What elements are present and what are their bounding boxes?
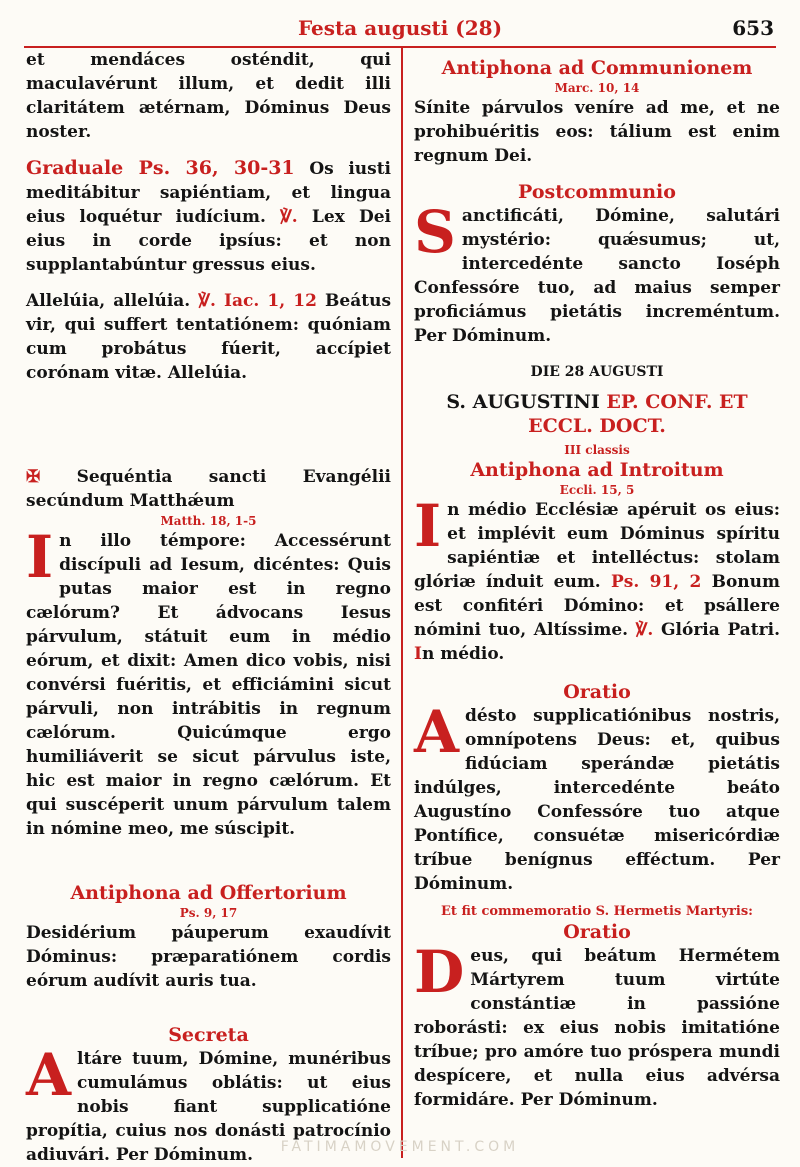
- oratio-text: désto supplicatiónibus nostris, omnípotens Deus: et, quibus fidúciam sperándæ pietátis indúlges, intercedénte beáto Augustíno Confessóre tuo atque Pontífice, consuétæ misericórdiæ tríbue benígnus efféctum. Per Dóminum.: [414, 706, 780, 894]
- alleluia-paragraph: [26, 289, 391, 385]
- feast-title-black: S. AUGUSTINI: [446, 391, 600, 413]
- gospel-paragraph: [26, 523, 391, 841]
- page-number: 653: [732, 16, 774, 40]
- alleluia-ref: Iac. 1, 12: [224, 291, 317, 311]
- repeat-initial: I: [414, 644, 422, 664]
- right-column: [414, 48, 780, 1112]
- versicle-icon: ℣.: [198, 291, 216, 311]
- versicle-icon: ℣.: [280, 207, 298, 227]
- feast-date: DIE 28 AUGUSTI: [530, 364, 664, 380]
- graduale-paragraph: [26, 156, 391, 277]
- gospel-heading-block: [26, 465, 391, 513]
- graduale-text-b: Lex Dei eius in corde ipsíus: et non supplantabúntur gressus eius.: [26, 207, 392, 275]
- feast-title: [414, 390, 780, 438]
- drop-cap: D: [414, 938, 465, 1006]
- graduale-heading: Graduale Ps. 36, 30-31: [26, 157, 295, 179]
- oratio2-text: eus, qui beátum Hermétem Mártyrem tuum virtúte constántiæ in passióne roborásti: ex eius nobis imitatióne tríbue; pro amóre tuo próspera mundi despícere, et nulla eius advérsa formidáre. Per Dóminum.: [414, 946, 780, 1110]
- communion-text: Sínite párvulos veníre ad me, et ne prohibuéritis eos: tálium est enim regnum Dei.: [414, 98, 780, 166]
- drop-cap: A: [414, 698, 460, 766]
- left-column: [26, 48, 391, 1167]
- commemoration-note: Et fit commemoratio S. Hermetis Martyris:: [441, 904, 753, 919]
- oratio2-heading: Oratio: [563, 921, 631, 943]
- watermark: FATIMAMOVEMENT.COM: [280, 1139, 520, 1155]
- oratio-paragraph: [414, 698, 780, 896]
- oratio-heading: Oratio: [563, 681, 631, 703]
- column-divider: [401, 48, 403, 1158]
- alleluia-text-b: Beátus vir, qui suffert tentatiónem: quóniam cum probátus fúerit, accípiet corónam vitæ. Allelúia.: [26, 291, 392, 383]
- drop-cap: I: [26, 523, 54, 591]
- offertory-text: Desidérium páuperum exaudívit Dóminus: præparatiónem cordis eórum audívit auris tua.: [26, 923, 391, 991]
- secreta-text: ltáre tuum, Dómine, munéribus cumulámus oblátis: ut eius nobis fiant supplicatióne propítia, cuius nos donásti patrocínio adiuvári. Per Dóminum.: [26, 1049, 391, 1165]
- introit-heading: Antiphona ad Introitum: [470, 459, 724, 481]
- introit-ref: Eccli. 15, 5: [559, 483, 635, 497]
- drop-cap: A: [26, 1041, 72, 1109]
- communion-heading: Antiphona ad Communionem: [441, 57, 753, 79]
- running-title: Festa augusti (28): [297, 16, 503, 40]
- introit-text-2: Bonum est confitéri Dómino: et psállere nómini tuo, Altíssime.: [414, 572, 780, 640]
- drop-cap: I: [414, 492, 442, 560]
- gospel-ref: Matth. 18, 1-5: [160, 514, 257, 528]
- postcommunio-text: anctificáti, Dómine, salutári mystério: quǽsumus; ut, intercedénte sancto Ioséph Confessóre tuo, ad maius semper proficiámus pietátis increméntum. Per Dóminum.: [414, 206, 780, 346]
- introit-paragraph: [414, 492, 780, 666]
- oratio2-paragraph: [414, 938, 780, 1112]
- drop-cap: S: [414, 198, 456, 266]
- gospel-text: n illo témpore: Accessérunt discípuli ad Iesum, dicéntes: Quis putas maior est in regno cælórum? Et ádvocans Iesus párvulum, státuit eum in médio eórum, et dixit: Amen dico vobis, nisi convérsi fuéritis, et efficiámini sicut párvuli, non intrábitis in regnum cælórum. Quicúmque ergo humiliáverit se sicut párvulus iste, hic est maior in regno cælórum. Et qui suscéperit unum párvulum talem in nómine meo, me súscipit.: [26, 531, 391, 839]
- introit-psalm-ref: Ps. 91, 2: [611, 572, 702, 592]
- versicle-icon: ℣.: [635, 620, 654, 640]
- secreta-heading: Secreta: [168, 1024, 249, 1046]
- offertory-ref: Ps. 9, 17: [179, 906, 238, 920]
- postcommunio-paragraph: [414, 198, 780, 348]
- gloria-patri: Glória Patri.: [661, 620, 780, 640]
- feast-class: III classis: [564, 443, 630, 457]
- cross-icon: ✠: [26, 467, 41, 487]
- graduale-text-a: Os iusti meditábitur sapiéntiam, et lingua eius loquétur iudícium.: [26, 159, 392, 227]
- introit-text: n médio Ecclésiæ apéruit os eius: et implévit eum Dóminus spíritu sapiéntiæ et intelléctus: stolam glóriæ índuit eum.: [414, 500, 780, 592]
- gospel-heading: Sequéntia sancti Evangélii secúndum Matthǽum: [26, 467, 391, 511]
- page-header: [0, 0, 800, 46]
- communion-ref: Marc. 10, 14: [554, 81, 640, 95]
- alleluia-text-a: Allelúia, allelúia.: [26, 291, 191, 311]
- feast-title-red: EP. CONF. ET ECCL. DOCT.: [528, 391, 748, 437]
- repeat-text: n médio.: [421, 644, 505, 664]
- intro-paragraph: et mendáces osténdit, qui maculavérunt illum, et dedit illi claritátem ætérnam, Dóminus Deus noster.: [26, 50, 391, 142]
- postcommunio-heading: Postcommunio: [518, 181, 676, 203]
- offertory-heading: Antiphona ad Offertorium: [70, 882, 347, 904]
